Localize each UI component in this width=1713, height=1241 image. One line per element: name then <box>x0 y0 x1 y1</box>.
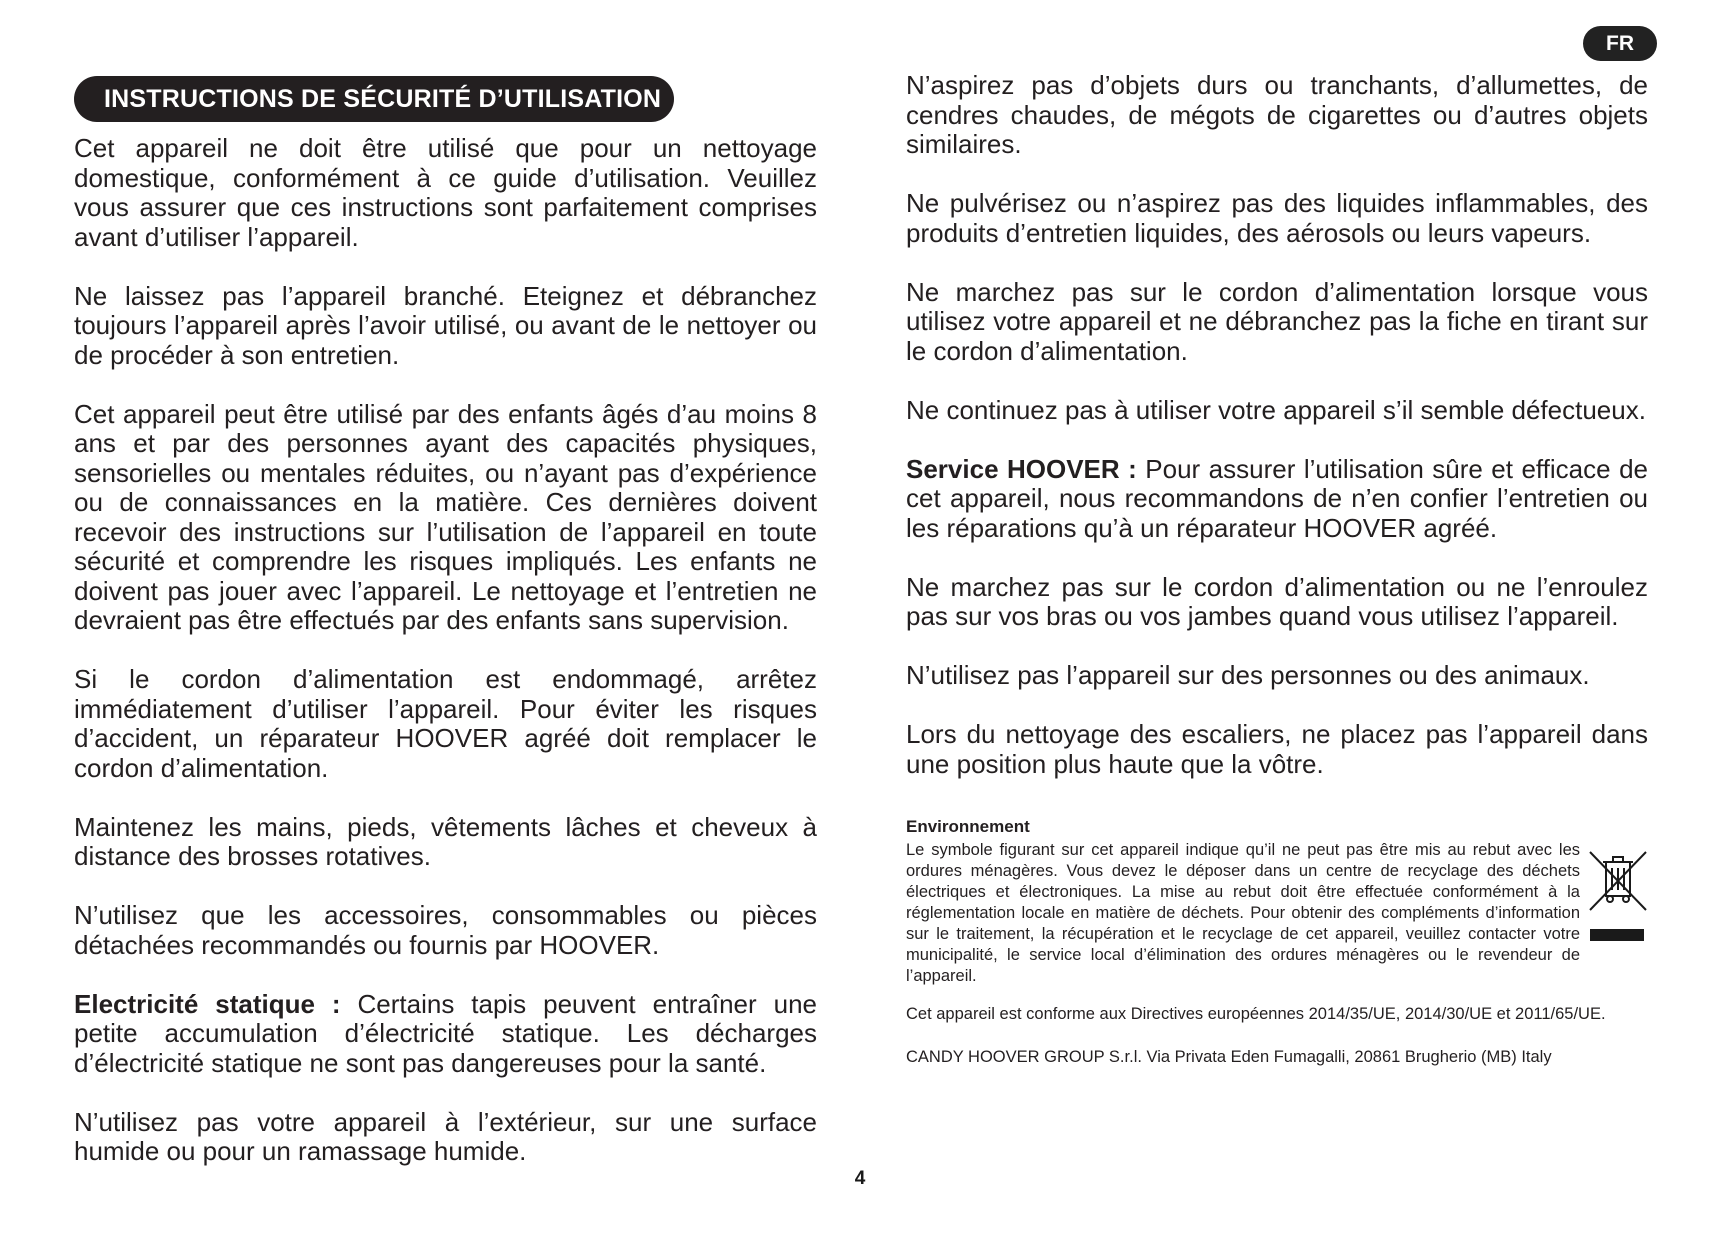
paragraph: N’aspirez pas d’objets durs ou tranchants, d’allumettes, de cendres chaudes, de mégots de cigarettes ou d’autres objets similaires. <box>906 70 1648 159</box>
bold-label: Service HOOVER : <box>906 453 1137 484</box>
environment-text: Le symbole figurant sur cet appareil indique qu’il ne peut pas être mis au rebut avec les ordures ménagères. Vous devez le déposer dans un centre de recyclage des déchets électriques et électroniques. La mise au rebut doit être effectuée conformément à la réglementation locale en matière de déchets. Pour obtenir des compléments d’information sur le traitement, la récupération et le recyclage de cet appareil, veuillez contacter votre municipalité, le service local d’élimination des ordures ménagères ou le revendeur de l’appareil. <box>906 841 1580 985</box>
paragraph: N’utilisez pas votre appareil à l’extérieur, sur une surface humide ou pour un ramassage humide. <box>74 1106 817 1166</box>
paragraph: N’utilisez que les accessoires, consommables ou pièces détachées recommandés ou fournis par HOOVER. <box>74 900 817 960</box>
bold-label: Electricité statique : <box>74 988 341 1019</box>
paragraph: Lors du nettoyage des escaliers, ne placez pas l’appareil dans une position plus haute que la vôtre. <box>906 719 1648 779</box>
paragraph: Ne marchez pas sur le cordon d’alimentation ou ne l’enroulez pas sur vos bras ou vos jambes quand vous utilisez l’appareil. <box>906 571 1648 631</box>
paragraph: Maintenez les mains, pieds, vêtements lâches et cheveux à distance des brosses rotatives. <box>74 811 817 871</box>
environment-section <box>906 817 1648 987</box>
paragraph-text: Pour assurer l’utilisation sûre et efficace de cet appareil, nous recommandons de n’en confier l’entretien ou les réparations qu’à un réparateur HOOVER agréé. <box>906 453 1648 543</box>
directive-text: Cet appareil est conforme aux Directives européennes 2014/35/UE, 2014/30/UE et 2011/65/UE. <box>906 1005 1606 1023</box>
page-number: 4 <box>854 1168 866 1189</box>
weee-crossed-bin-icon <box>1588 850 1648 941</box>
paragraph-static-electricity <box>74 990 817 1079</box>
paragraph: Ne continuez pas à utiliser votre appareil s’il semble défectueux. <box>906 394 1646 425</box>
section-header: INSTRUCTIONS DE SÉCURITÉ D’UTILISATION <box>74 76 674 122</box>
paragraph: N’utilisez pas l’appareil sur des personnes ou des animaux. <box>906 660 1590 690</box>
paragraph: Cet appareil ne doit être utilisé que pour un nettoyage domestique, conformément à ce guide d’utilisation. Veuillez vous assurer que ces instructions sont parfaitement comprises avant d’utiliser l’appareil. <box>74 133 817 252</box>
paragraph: Cet appareil peut être utilisé par des enfants âgés d’au moins 8 ans et par des personnes ayant des capacités physiques, sensorielles ou mentales réduites, ou n’ayant pas d’expérience ou de connaissances en la matière. Ces dernières doivent recevoir des instructions sur l’utilisation de l’appareil en toute sécurité et comprendre les risques impliqués. Les enfants ne doivent pas jouer avec l’appareil. Le nettoyage et l’entretien ne devraient pas être effectués par des enfants sans supervision. <box>74 398 817 635</box>
paragraph: Ne laissez pas l’appareil branché. Eteignez et débranchez toujours l’appareil après l’avoir utilisé, ou avant de le nettoyer ou de procéder à son entretien. <box>74 280 817 370</box>
company-address: CANDY HOOVER GROUP S.r.l. Via Privata Eden Fumagalli, 20861 Brugherio (MB) Italy <box>906 1048 1552 1066</box>
paragraph: Si le cordon d’alimentation est endommagé, arrêtez immédiatement d’utiliser l’appareil. Pour éviter les risques d’accident, un réparateur HOOVER agréé doit remplacer le cordon d’alimentation. <box>74 664 817 783</box>
left-column <box>74 134 817 1196</box>
paragraph: Ne pulvérisez ou n’aspirez pas des liquides inflammables, des produits d’entretien liquides, des aérosols ou leurs vapeurs. <box>906 188 1648 248</box>
weee-bar <box>1590 929 1644 941</box>
environment-title: Environnement <box>906 817 1030 836</box>
paragraph: Ne marchez pas sur le cordon d’alimentation lorsque vous utilisez votre appareil et ne débranchez pas la fiche en tirant sur le cordon d’alimentation. <box>906 276 1648 366</box>
right-column <box>906 71 1648 809</box>
language-badge: FR <box>1583 26 1657 61</box>
paragraph-service <box>906 455 1648 544</box>
paragraph-text: Certains tapis peuvent entraîner une petite accumulation d’électricité statique. Les décharges d’électricité statique ne sont pas dangereuses pour la santé. <box>74 988 818 1078</box>
